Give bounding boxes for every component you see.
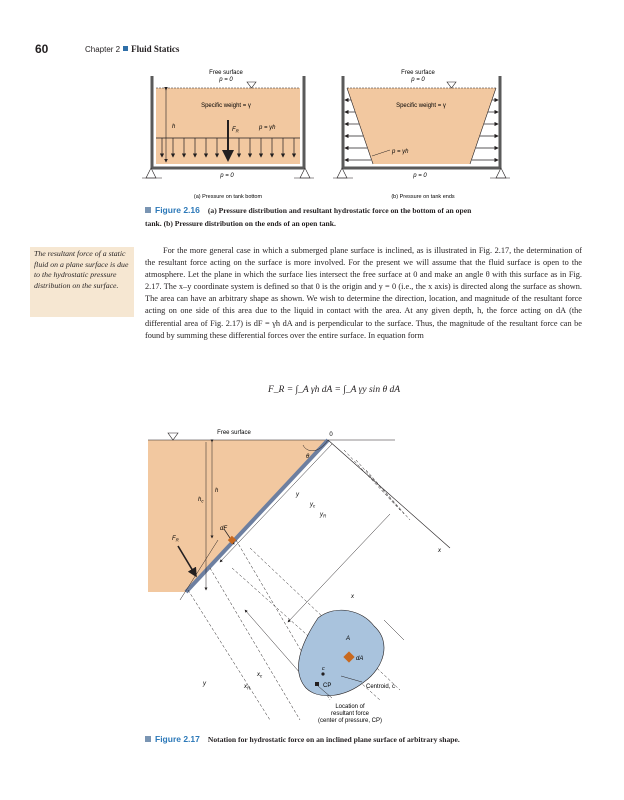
- fig17-origin: 0: [329, 432, 333, 438]
- section-title: Fluid Statics: [131, 44, 180, 54]
- svg-text:yc: [309, 502, 316, 509]
- fig16a-p-gamma-h: p = γh: [259, 125, 276, 131]
- fig16a-tank: [142, 76, 314, 178]
- caption-square-icon: [145, 736, 151, 742]
- figure-2-16: [0, 60, 624, 205]
- fig17-xR-sub: R: [247, 685, 251, 691]
- figure-2-17-text: Notation for hydrostatic force on an inclined plane surface of arbitrary shape.: [207, 735, 460, 744]
- fig17-location-1: Location of: [335, 704, 365, 710]
- fig17-yR: y: [320, 512, 323, 518]
- fig17-yc: y: [310, 502, 313, 508]
- fig16b-free-surface: Free surface: [401, 70, 435, 76]
- fig17-location-2: resultant force: [330, 711, 370, 717]
- fig16a-FR: F: [232, 127, 236, 133]
- fig17-c: c: [322, 666, 325, 672]
- fig16b-caption: (b) Pressure on tank ends: [391, 194, 455, 200]
- page-number: 60: [35, 42, 49, 56]
- fig17-centroid: Centroid, c: [366, 684, 396, 690]
- chapter-heading: [85, 44, 179, 54]
- fig17-xc: x: [257, 672, 260, 678]
- fig16b-p-top: p = 0: [411, 77, 425, 83]
- figure-2-17-label: Figure 2.17: [155, 734, 200, 744]
- fig17-hc: h: [198, 497, 202, 503]
- fig17-location-3: (center of pressure, CP): [317, 718, 383, 724]
- figure-2-16-text: (a) Pressure distribution and resultant hydrostatic force on the bottom of an open tank. (b) Pressure distribution on the ends of an open tank.: [145, 206, 472, 228]
- fig16a-specific-weight: Specific weight = γ: [201, 103, 251, 109]
- fig17-x: x: [351, 594, 354, 600]
- caption-square-icon: [145, 207, 151, 213]
- fig17-y-axis: y: [203, 681, 206, 687]
- svg-text:hc: [198, 497, 204, 504]
- fig17-xR: x: [244, 684, 247, 690]
- centroid-point: [321, 672, 324, 675]
- fig17-free-surface: Free surface: [217, 430, 251, 436]
- figure-2-16-label: Figure 2.16: [155, 205, 200, 215]
- fig17-hc-sub: c: [201, 498, 204, 504]
- fig17-yR-sub: R: [323, 513, 327, 519]
- fig16b-tank: [333, 76, 510, 178]
- cp-point: [315, 682, 319, 686]
- fig17-A: A: [346, 636, 351, 642]
- figure-2-16-caption: [145, 203, 485, 229]
- fig17-theta: θ: [306, 454, 310, 460]
- body-text: [145, 245, 582, 342]
- figure-2-17-caption: [145, 732, 475, 745]
- square-bullet-icon: [123, 46, 128, 51]
- margin-note: The resultant force of a static fluid on a plane surface is due to the hydrostatic pressure distribution on the surface.: [30, 247, 134, 317]
- fig16a-p-top: p = 0: [219, 77, 233, 83]
- fig17-y: y: [296, 492, 299, 498]
- fig17-h: h: [215, 488, 219, 494]
- svg-text:xc: [256, 672, 263, 679]
- chapter-label: Chapter 2: [85, 45, 121, 54]
- free-surface-icon: [168, 433, 178, 440]
- x-axis: [328, 440, 450, 548]
- fig17-dF: dF: [220, 526, 228, 532]
- fig17-x-axis: x: [438, 548, 441, 554]
- fig17-dA: dA: [356, 656, 364, 662]
- fig16a-h: h: [172, 124, 176, 130]
- fig16b-p-gamma-h: p = γh: [392, 149, 409, 155]
- fluid-region: [148, 440, 328, 592]
- fig16a-FR-sub: R: [235, 128, 239, 134]
- equation-resultant-force: F_R = ∫_A γh dA = ∫_A γy sin θ dA: [268, 385, 401, 395]
- area-shape: [298, 610, 384, 696]
- fig16a-free-surface: Free surface: [209, 70, 243, 76]
- fig16b-p-bottom: p = 0: [413, 173, 427, 179]
- fig16b-specific-weight: Specific weight = γ: [396, 103, 446, 109]
- svg-text:FR: [232, 127, 240, 134]
- fig17-yc-sub: c: [313, 503, 316, 509]
- fig17-FR-sub: R: [175, 537, 179, 543]
- fig17-CP: CP: [323, 683, 332, 689]
- fig16a-caption: (a) Pressure on tank bottom: [193, 194, 263, 200]
- svg-text:xR: [243, 684, 251, 691]
- body-paragraph: For the more general case in which a submerged plane surface is inclined, as is illustrated in Fig. 2.17, the determination of the resultant force acting on the surface is more involved. For the present we will assume that the fluid surface is open to the atmosphere. Let the plane in which the surface lies intersect the free surface at 0 and make an angle θ with this surface as in Fig. 2.17. The x–y coordinate system is defined so that 0 is the origin and y = 0 (i.e., the x axis) is directed along the surface as shown. The area can have an arbitrary shape as shown. We wish to determine the direction, location, and magnitude of the resultant force acting on one side of this area due to the liquid in contact with the area. At any given depth, h, the force acting on dA (the differential area of Fig. 2.17) is dF = γh dA and is perpendicular to the surface. Thus, the magnitude of the resultant force can be found by summing these differential forces over the entire surface. In equation form: [145, 246, 582, 340]
- fig17-xc-sub: c: [260, 673, 263, 679]
- svg-text:yR: [319, 512, 327, 519]
- fig17-FR: F: [172, 536, 176, 542]
- figure-2-17: [0, 420, 624, 730]
- fig16a-p-bottom: p = 0: [220, 173, 234, 179]
- svg-text:FR: [172, 536, 180, 543]
